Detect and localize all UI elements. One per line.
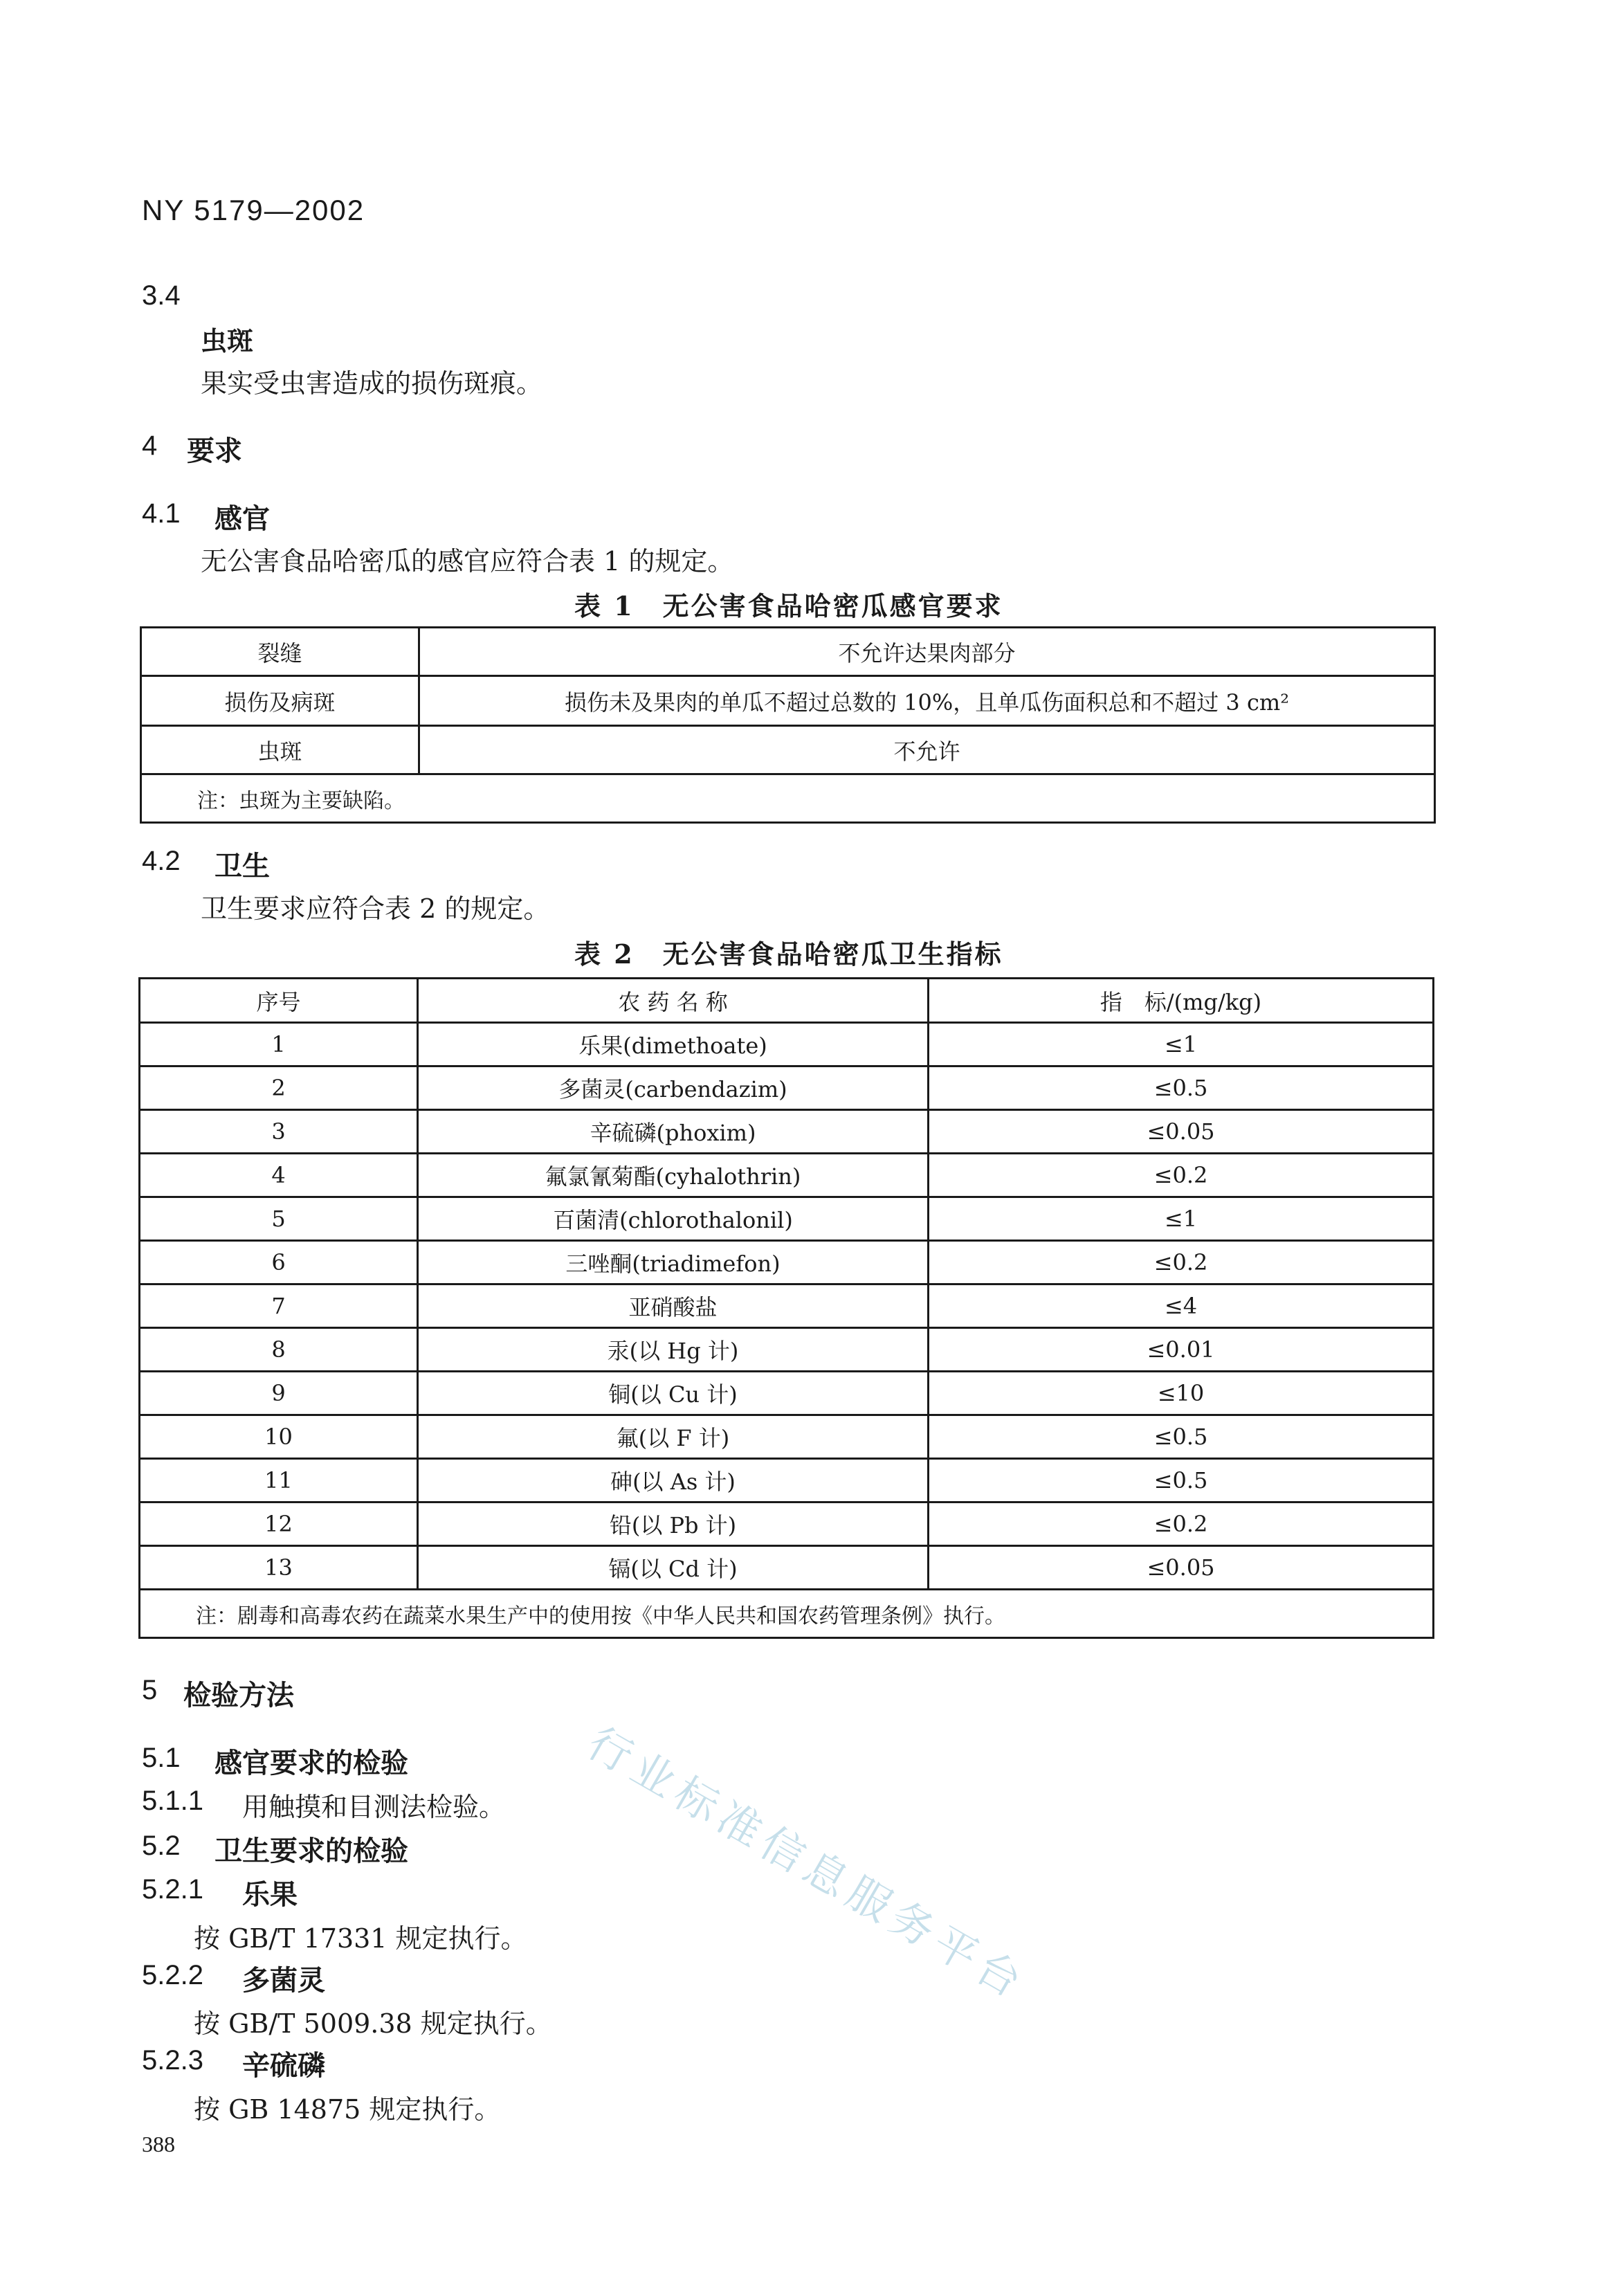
table2-cell-name: 三唑酮(triadimefon)	[418, 1241, 929, 1284]
table2-row	[140, 1154, 1434, 1197]
table2-cell-no: 5	[140, 1197, 418, 1241]
table2-cell-no: 4	[140, 1154, 418, 1197]
table1-item: 裂缝	[141, 628, 419, 676]
table2-row	[140, 1328, 1434, 1372]
section-5-2-3-text: 按 GB 14875 规定执行。	[194, 2094, 501, 2125]
table2-cell-name: 乐果(dimethoate)	[418, 1023, 929, 1066]
table1-row	[141, 628, 1435, 676]
table2-cell-no: 7	[140, 1284, 418, 1328]
watermark: 行业标准信息服务平台	[579, 1717, 1037, 2010]
table1-note: 注：虫斑为主要缺陷。	[141, 774, 1435, 823]
table1-requirement: 损伤未及果肉的单瓜不超过总数的 10%，且单瓜伤面积总和不超过 3 cm²	[419, 676, 1435, 726]
table2-cell-limit: ≤0.5	[929, 1066, 1434, 1110]
table2-caption: 表 2 无公害食品哈密瓜卫生指标	[574, 938, 1003, 970]
table2-row	[140, 1066, 1434, 1110]
table1-note-row	[141, 774, 1435, 823]
table2-cell-no: 13	[140, 1546, 418, 1590]
section-5-1-number: 5.1	[142, 1743, 181, 1773]
section-3-4-term: 虫斑	[201, 325, 254, 356]
table2-cell-limit: ≤0.2	[929, 1241, 1434, 1284]
section-5-2-number: 5.2	[142, 1831, 181, 1861]
table2-header-row	[140, 979, 1434, 1023]
table1-caption: 表 1 无公害食品哈密瓜感官要求	[574, 590, 1003, 621]
table2-cell-limit: ≤0.01	[929, 1328, 1434, 1372]
table2-cell-limit: ≤0.5	[929, 1459, 1434, 1502]
table2-row	[140, 1023, 1434, 1066]
section-5-2-1-number: 5.2.1	[142, 1874, 203, 1905]
table2-cell-no: 10	[140, 1415, 418, 1459]
table2-cell-name: 百菌清(chlorothalonil)	[418, 1197, 929, 1241]
table2-cell-limit: ≤0.2	[929, 1154, 1434, 1197]
table2-cell-name: 亚硝酸盐	[418, 1284, 929, 1328]
table2-cell-name: 辛硫磷(phoxim)	[418, 1110, 929, 1154]
table2-cell-no: 6	[140, 1241, 418, 1284]
section-4-2-title: 卫生	[215, 850, 270, 882]
section-4-2-text: 卫生要求应符合表 2 的规定。	[201, 893, 550, 924]
table2-cell-name: 铅(以 Pb 计)	[418, 1502, 929, 1546]
table2-cell-limit: ≤1	[929, 1197, 1434, 1241]
table2-cell-no: 12	[140, 1502, 418, 1546]
section-5-1-1-number: 5.1.1	[142, 1786, 203, 1816]
table2-cell-name: 镉(以 Cd 计)	[418, 1546, 929, 1590]
section-5-2-title: 卫生要求的检验	[215, 1835, 408, 1867]
table1-requirement: 不允许达果肉部分	[419, 628, 1435, 676]
section-5-2-3-number: 5.2.3	[142, 2045, 203, 2076]
table2-cell-limit: ≤0.05	[929, 1110, 1434, 1154]
table2-cell-limit: ≤0.2	[929, 1502, 1434, 1546]
section-4-number: 4	[142, 430, 158, 461]
table2-cell-limit: ≤10	[929, 1372, 1434, 1415]
table2	[138, 977, 1434, 1639]
table2-cell-name: 汞(以 Hg 计)	[418, 1328, 929, 1372]
section-5-1-title: 感官要求的检验	[215, 1747, 408, 1779]
table2-cell-no: 11	[140, 1459, 418, 1502]
section-5-2-2-number: 5.2.2	[142, 1960, 203, 1990]
table2-cell-name: 氟(以 F 计)	[418, 1415, 929, 1459]
table2-note: 注：剧毒和高毒农药在蔬菜水果生产中的使用按《中华人民共和国农药管理条例》执行。	[140, 1590, 1434, 1638]
table2-row	[140, 1546, 1434, 1590]
table2-cell-name: 铜(以 Cu 计)	[418, 1372, 929, 1415]
table2-row	[140, 1241, 1434, 1284]
table2-cell-name: 多菌灵(carbendazim)	[418, 1066, 929, 1110]
table2-header-no: 序号	[140, 979, 418, 1023]
section-5-2-1-text: 按 GB/T 17331 规定执行。	[194, 1923, 527, 1954]
table2-cell-name: 氟氯氰菊酯(cyhalothrin)	[418, 1154, 929, 1197]
table1-row	[141, 676, 1435, 726]
table2-row	[140, 1110, 1434, 1154]
page-number: 388	[142, 2132, 175, 2157]
table2-row	[140, 1284, 1434, 1328]
section-5-1-1-text: 用触摸和目测法检验。	[242, 1792, 506, 1822]
table2-row	[140, 1197, 1434, 1241]
table2-row	[140, 1459, 1434, 1502]
table2-header-limit: 指 标/(mg/kg)	[929, 979, 1434, 1023]
section-4-1-number: 4.1	[142, 498, 181, 529]
table1-row	[141, 726, 1435, 774]
section-4-1-text: 无公害食品哈密瓜的感官应符合表 1 的规定。	[201, 546, 734, 576]
section-4-1-title: 感官	[215, 502, 270, 535]
table2-cell-no: 1	[140, 1023, 418, 1066]
section-3-4-number: 3.4	[142, 280, 181, 311]
table2-cell-limit: ≤0.05	[929, 1546, 1434, 1590]
table2-cell-limit: ≤1	[929, 1023, 1434, 1066]
table2-row	[140, 1415, 1434, 1459]
table2-cell-no: 8	[140, 1328, 418, 1372]
table2-row	[140, 1502, 1434, 1546]
table2-row	[140, 1372, 1434, 1415]
section-5-2-2-title: 多菌灵	[242, 1964, 325, 1997]
table2-note-row	[140, 1590, 1434, 1638]
section-4-title: 要求	[187, 435, 242, 467]
table2-cell-no: 3	[140, 1110, 418, 1154]
table2-header-name: 农 药 名 称	[418, 979, 929, 1023]
table1-item: 虫斑	[141, 726, 419, 774]
section-3-4-definition: 果实受虫害造成的损伤斑痕。	[201, 368, 543, 399]
table2-cell-no: 9	[140, 1372, 418, 1415]
table1-requirement: 不允许	[419, 726, 1435, 774]
table2-cell-name: 砷(以 As 计)	[418, 1459, 929, 1502]
standard-code: NY 5179—2002	[142, 194, 365, 226]
table2-cell-no: 2	[140, 1066, 418, 1110]
section-4-2-number: 4.2	[142, 846, 181, 876]
section-5-title: 检验方法	[183, 1679, 294, 1712]
table2-cell-limit: ≤4	[929, 1284, 1434, 1328]
table1-item: 损伤及病斑	[141, 676, 419, 726]
section-5-2-2-text: 按 GB/T 5009.38 规定执行。	[194, 2008, 552, 2039]
section-5-2-3-title: 辛硫磷	[242, 2049, 325, 2082]
section-5-2-1-title: 乐果	[242, 1878, 298, 1911]
section-5-number: 5	[142, 1675, 158, 1705]
table2-cell-limit: ≤0.5	[929, 1415, 1434, 1459]
table1	[140, 626, 1436, 824]
